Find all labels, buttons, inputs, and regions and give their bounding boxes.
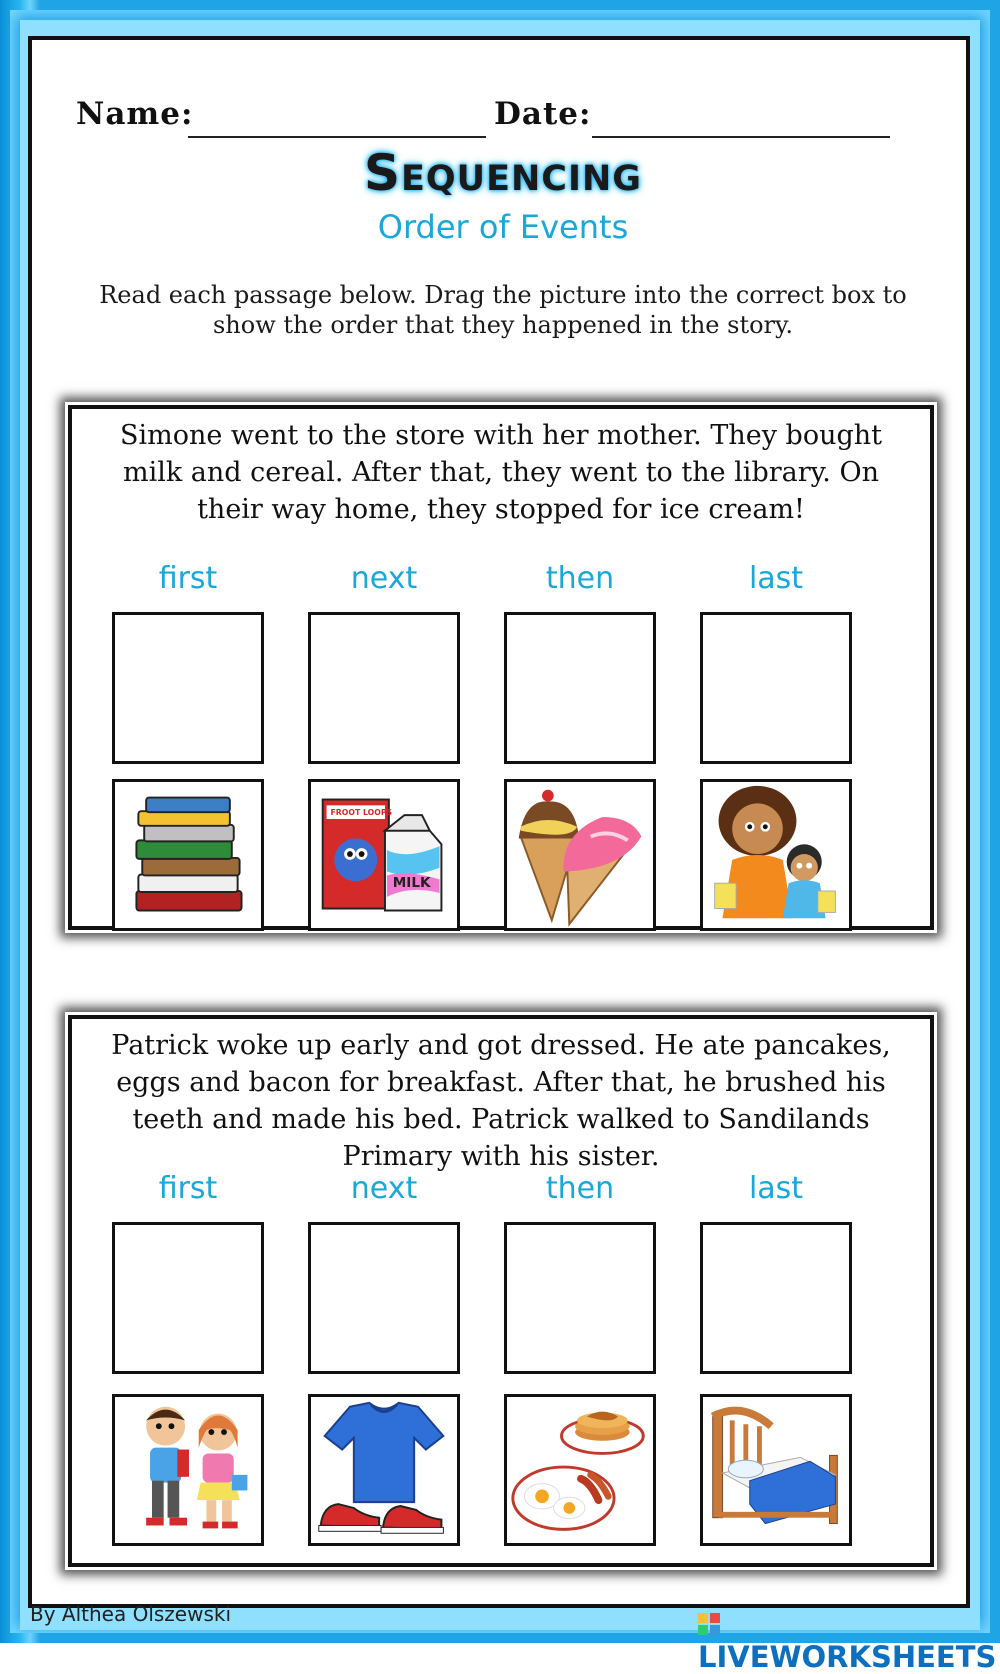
drag-card-books[interactable] [112, 779, 264, 931]
ice-cream-icon [507, 782, 653, 928]
brand-text: LIVEWORKSHEETS [698, 1640, 997, 1674]
slot-label-last: last [748, 561, 804, 596]
milk-label: MILK [392, 875, 431, 892]
drop-box-last[interactable] [700, 612, 852, 764]
slot-label-next: next [350, 1171, 418, 1206]
slot-label-first: first [158, 1171, 218, 1206]
name-label: Name: [76, 96, 194, 132]
worksheet-page [28, 36, 970, 1608]
name-field[interactable] [188, 136, 486, 138]
cereal-label: FROOT LOOPS [330, 808, 393, 818]
mother-daughter-shopping-icon [703, 782, 849, 928]
slot-label-then: then [545, 1171, 615, 1206]
liveworksheets-brand [698, 1606, 1000, 1674]
passage-text: Simone went to the store with her mother. They bought milk and cereal. After that, they went to the library. On their way home, they stopped for ice cream! [119, 420, 883, 525]
bed-icon [703, 1397, 849, 1543]
slot-label-first: first [158, 561, 218, 596]
slot-label-then: then [545, 561, 615, 596]
drag-card-breakfast[interactable] [504, 1394, 656, 1546]
date-field[interactable] [592, 136, 890, 138]
page-title: Sequencing [363, 144, 643, 202]
drag-card-shirt-shoes[interactable] [308, 1394, 460, 1546]
drag-card-ice-cream[interactable] [504, 779, 656, 931]
drop-box-next[interactable] [308, 1222, 460, 1374]
drag-card-bed[interactable] [700, 1394, 852, 1546]
passage-panel-1 [68, 405, 934, 930]
name-date-row [76, 96, 926, 146]
drop-box-last[interactable] [700, 1222, 852, 1374]
drag-card-cereal-milk[interactable] [308, 779, 460, 931]
page-subtitle: Order of Events [377, 208, 629, 246]
liveworksheets-logo-icon [698, 1608, 720, 1630]
kids-walking-icon [115, 1397, 261, 1543]
date-label: Date: [494, 96, 592, 132]
breakfast-icon [507, 1397, 653, 1543]
drop-box-next[interactable] [308, 612, 460, 764]
slot-label-last: last [748, 1171, 804, 1206]
cereal-milk-icon [311, 782, 457, 928]
drag-card-mother-daughter[interactable] [700, 779, 852, 931]
drop-box-first[interactable] [112, 612, 264, 764]
drop-box-then[interactable] [504, 1222, 656, 1374]
drop-box-first[interactable] [112, 1222, 264, 1374]
drop-box-then[interactable] [504, 612, 656, 764]
author-credit: By Althea Olszewski [30, 1602, 232, 1626]
slot-label-next: next [350, 561, 418, 596]
books-icon [115, 782, 261, 928]
shirt-shoes-icon [311, 1397, 457, 1543]
drag-card-kids-walking[interactable] [112, 1394, 264, 1546]
passage-text: Patrick woke up early and got dressed. He ate pancakes, eggs and bacon for breakfast. After that, he brushed his teeth and made his bed. Patrick walked to Sandilands Primary with his sister. [111, 1030, 891, 1172]
instructions-text: Read each passage below. Drag the picture into the correct box to show the order that they happened in the story. [99, 281, 907, 339]
passage-panel-2 [68, 1015, 934, 1567]
